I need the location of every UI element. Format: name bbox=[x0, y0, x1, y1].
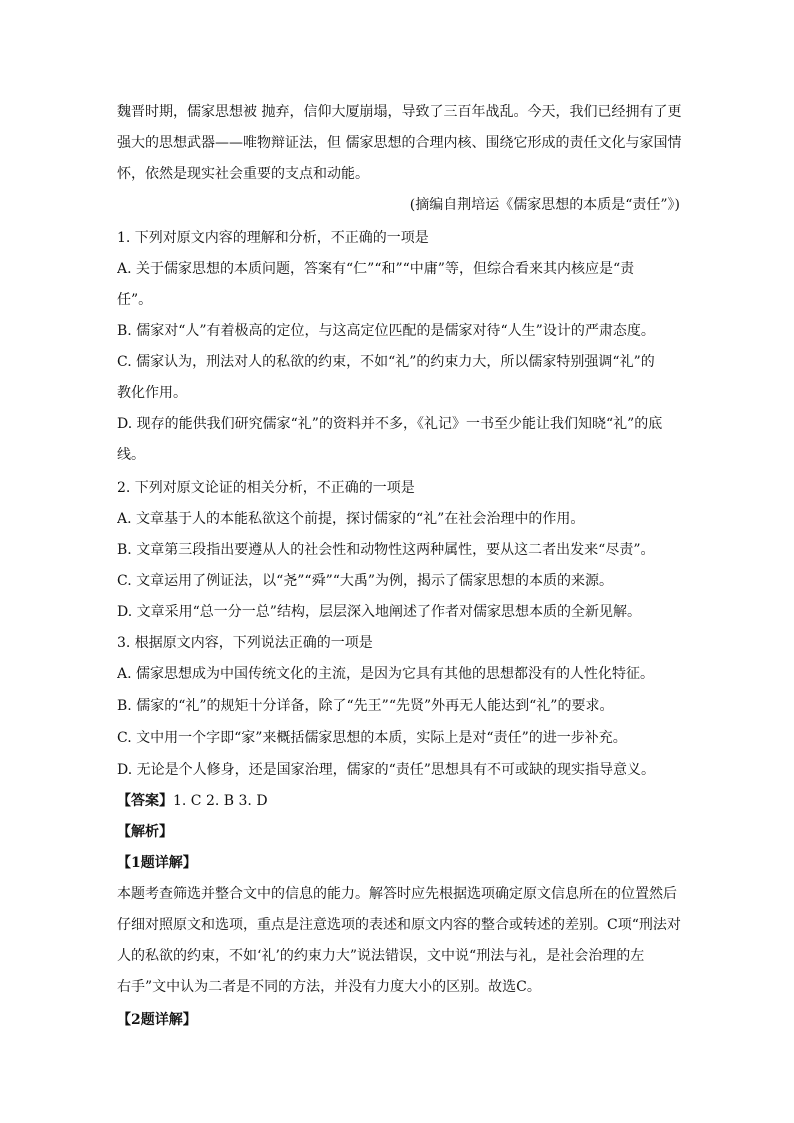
question-stem: 2. 下列对原文论证的相关分析，不正确的一项是 bbox=[117, 480, 415, 496]
option-a: A. 儒家思想成为中国传统文化的主流，是因为它具有其他的思想都没有的人性化特征。 bbox=[117, 666, 655, 682]
answer-line bbox=[117, 791, 683, 811]
option-a: A. 关于儒家思想的本质问题，答案有“仁”“和”“中庸”等，但综合看来其内核应是“责 bbox=[117, 261, 635, 277]
option-c: C. 文中用一个字即“家”来概括儒家思想的本质，实际上是对“责任”的进一步补充。 bbox=[117, 730, 627, 746]
option-d-continued: 线。 bbox=[117, 447, 145, 463]
analysis-heading: 【解析】 bbox=[117, 824, 173, 840]
q1-detail-line: 本题考查筛选并整合文中的信息的能力。解答时应先根据选项确定原文信息所在的位置然后 bbox=[117, 886, 677, 902]
option-b: B. 儒家的“礼”的规矩十分详备，除了“先王”“先贤”外再无人能达到“礼”的要求。 bbox=[117, 698, 614, 714]
passage-line: 魏晋时期，儒家思想被 抛弃，信仰大厦崩塌，导致了三百年战乱。今天，我们已经拥有了更 bbox=[117, 104, 682, 120]
option-c: C. 文章运用了例证法，以“尧”“舜”“大禹”为例，揭示了儒家思想的本质的来源。 bbox=[117, 573, 614, 589]
q1-detail-line: 右手”文中认为二者是不同的方法，并没有力度大小的区别。故选C。 bbox=[117, 979, 541, 995]
option-d: D. 文章采用“总一分一总”结构，层层深入地阐述了作者对儒家思想本质的全新见解。 bbox=[117, 604, 641, 620]
answer-text: 1. C 2. B 3. D bbox=[173, 793, 268, 809]
question-stem: 3. 根据原文内容，下列说法正确的一项是 bbox=[117, 635, 373, 651]
q1-detail-line: 仔细对照原文和选项，重点是注意选项的表述和原文内容的整合或转述的差别。C项“刑法对 bbox=[117, 917, 681, 933]
question-stem: 1. 下列对原文内容的理解和分析，不正确的一项是 bbox=[117, 230, 429, 246]
answer-label: 【答案】 bbox=[117, 793, 173, 809]
q2-detail-heading: 【2题详解】 bbox=[117, 1012, 197, 1028]
option-a: A. 文章基于人的本能私欲这个前提，探讨儒家的“礼”在社会治理中的作用。 bbox=[117, 511, 585, 527]
passage-source: (摘编自荆培运《儒家思想的本质是“责任”》) bbox=[409, 197, 680, 213]
option-c-continued: 教化作用。 bbox=[117, 385, 187, 401]
passage-line: 强大的思想武器——唯物辩证法，但 儒家思想的合理内核、围绕它形成的责任文化与家国情 bbox=[117, 135, 682, 151]
option-b: B. 文章第三段指出要遵从人的社会性和动物性这两种属性，要从这二者出发来“尽责”。 bbox=[117, 542, 655, 558]
option-c: C. 儒家认为，刑法对人的私欲的约束，不如“礼”的约束力大，所以儒家特别强调“礼”的 bbox=[117, 354, 655, 370]
option-b: B. 儒家对“人”有着极高的定位，与这高定位匹配的是儒家对待“人生”设计的严肃态度。 bbox=[117, 323, 655, 339]
option-d: D. 现存的能供我们研究儒家“礼”的资料并不多，《礼记》一书至少能让我们知晓“礼”的底 bbox=[117, 416, 663, 432]
q1-detail-heading: 【1题详解】 bbox=[117, 855, 197, 871]
option-d: D. 无论是个人修身，还是国家治理，儒家的“责任”思想具有不可或缺的现实指导意义。 bbox=[117, 762, 655, 778]
q1-detail-line: 人的私欲的约束，不如‘礼’的约束力大”说法错误，文中说“刑法与礼，是社会治理的左 bbox=[117, 948, 645, 964]
option-a-continued: 任”。 bbox=[117, 292, 153, 308]
passage-line: 怀，依然是现实社会重要的支点和动能。 bbox=[117, 166, 369, 182]
